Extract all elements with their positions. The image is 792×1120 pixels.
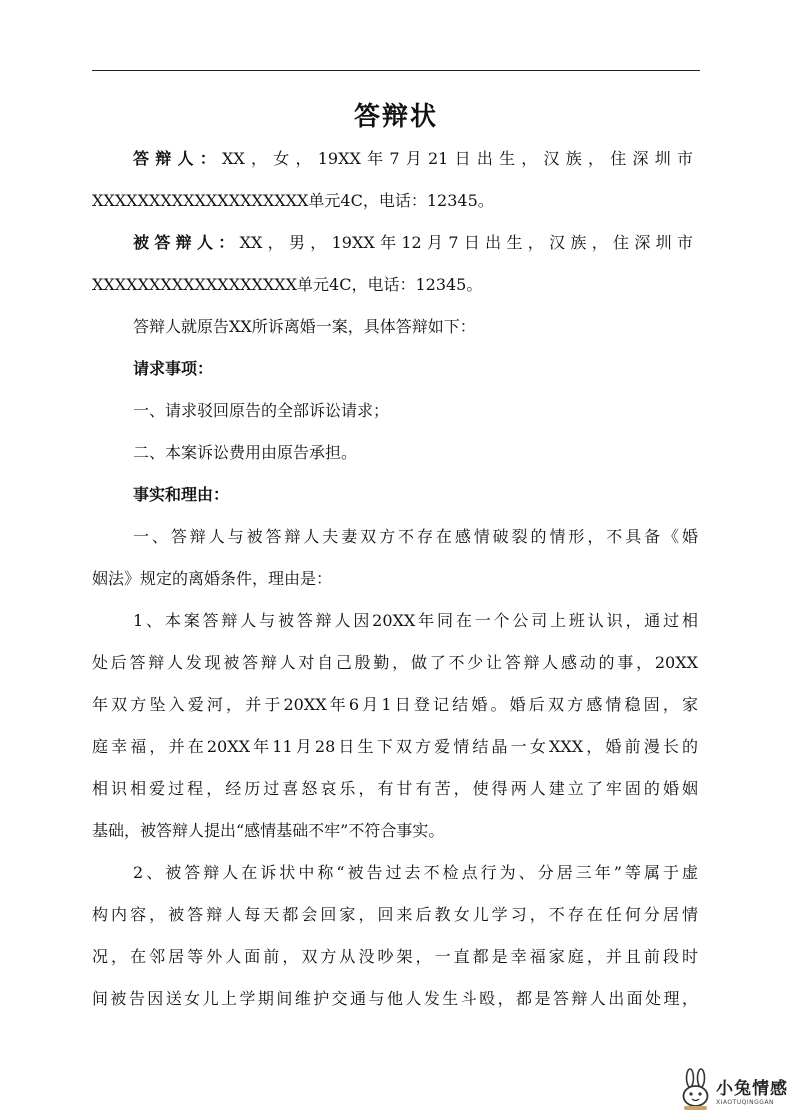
paragraph-2-line: 处后答辩人发现被答辩人对自己殷勤，做了不少让答辩人感动的事，20XX (92, 653, 698, 672)
watermark-logo (678, 1068, 788, 1116)
watermark-subtext: XIAOTUQINGGAN (716, 1099, 775, 1106)
counter-respondent-line-2: XXXXXXXXXXXXXXXXXX单元4C，电话：12345。 (92, 275, 483, 294)
respondent-label: 答辩人： (133, 149, 222, 168)
intro-text: 答辩人就原告XX所诉离婚一案，具体答辩如下： (133, 317, 476, 336)
paragraph-3-line: 间被告因送女儿上学期间维护交通与他人发生斗殴，都是答辩人出面处理， (92, 989, 698, 1008)
paragraph-2-line: 基础，被答辩人提出“感情基础不牢”不符合事实。 (92, 821, 445, 840)
respondent-details: XX，女，19XX年7月21日出生，汉族，住深圳市 (221, 149, 693, 168)
facts-heading: 事实和理由： (133, 485, 230, 504)
paragraph-2-line: 1、本案答辩人与被答辩人因20XX年同在一个公司上班认识，通过相 (133, 611, 698, 630)
counter-respondent-label: 被答辩人： (133, 233, 240, 252)
requests-heading: 请求事项： (133, 359, 214, 378)
paragraph-2-line: 庭幸福，并在20XX年11月28日生下双方爱情结晶一女XXX，婚前漫长的 (92, 737, 698, 756)
paragraph-1-line: 姻法》规定的离婚条件，理由是： (92, 569, 333, 588)
rabbit-icon (678, 1068, 714, 1112)
paragraph-3-line: 况，在邻居等外人面前，双方从没吵架，一直都是幸福家庭，并且前段时 (92, 947, 698, 966)
header-rule (92, 70, 700, 71)
paragraph-3-line: 构内容，被答辩人每天都会回家，回来后教女儿学习，不存在任何分居情 (92, 905, 698, 924)
respondent-line-2: XXXXXXXXXXXXXXXXXXX单元4C，电话：12345。 (92, 191, 494, 210)
request-item: 一、请求驳回原告的全部诉讼请求； (133, 401, 390, 420)
paragraph-3-line: 2、被答辩人在诉状中称“被告过去不检点行为、分居三年”等属于虚 (133, 863, 698, 882)
document-title: 答辩状 (353, 102, 438, 132)
respondent-line-1 (133, 148, 693, 170)
counter-respondent-line-1 (133, 232, 693, 254)
counter-respondent-details: XX，男，19XX年12月7日出生，汉族，住深圳市 (239, 233, 693, 252)
paragraph-2-line: 年双方坠入爱河，并于20XX年6月1日登记结婚。婚后双方感情稳固，家 (92, 695, 698, 714)
paragraph-2-line: 相识相爱过程，经历过喜怒哀乐，有甘有苦，使得两人建立了牢固的婚姻 (92, 779, 698, 798)
watermark-text: 小兔情感 (716, 1079, 788, 1099)
request-item: 二、本案诉讼费用由原告承担。 (133, 443, 358, 462)
paragraph-1-line: 一、答辩人与被答辩人夫妻双方不存在感情破裂的情形，不具备《婚 (133, 527, 698, 546)
